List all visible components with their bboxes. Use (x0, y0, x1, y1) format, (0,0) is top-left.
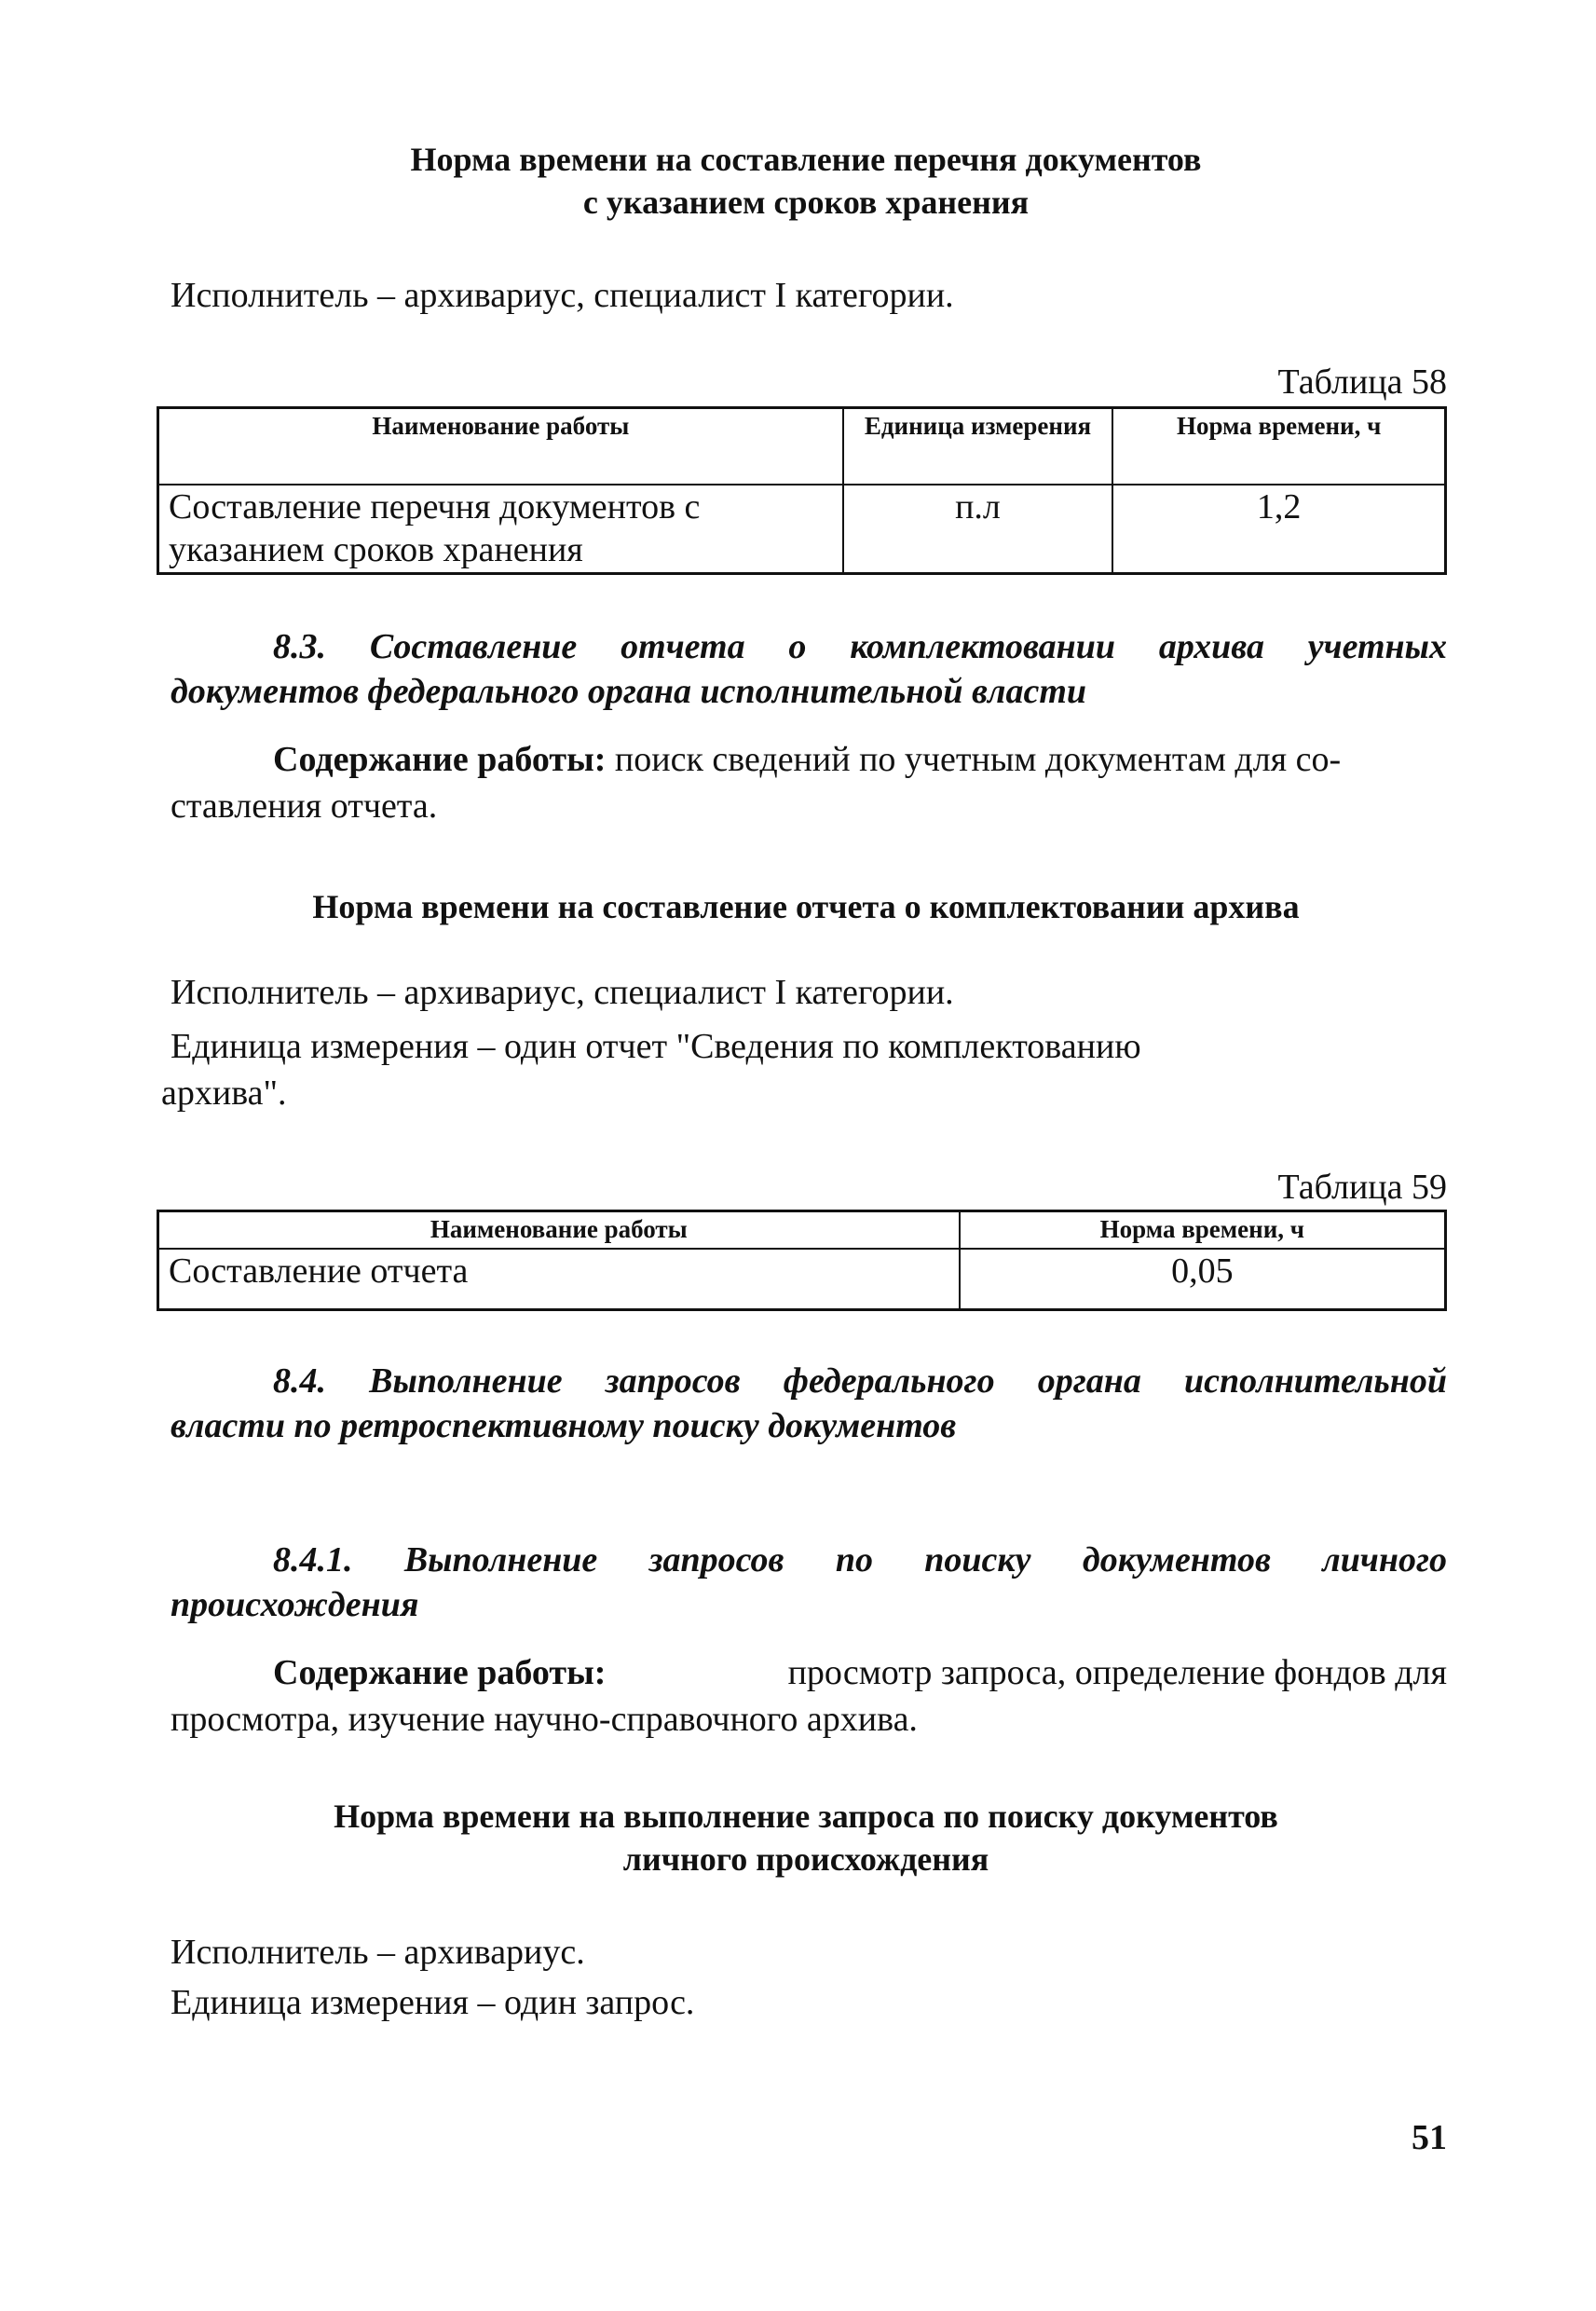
section-title-line: документов федерального органа исполнительной власти (171, 672, 1087, 711)
executor-line: Исполнитель – архивариус. (171, 1933, 585, 1972)
section-word: 8.3. (273, 627, 326, 666)
section-word: федерального (783, 1361, 995, 1401)
section-word: исполнительной (1184, 1361, 1447, 1401)
section-word: учетных (1307, 627, 1447, 666)
table-cell-unit: п.л (843, 485, 1113, 574)
content-text: поиск сведений по учетным документам для со- (606, 740, 1342, 779)
section-word: документов (1082, 1540, 1271, 1579)
content-text: просмотр запроса, определение фондов для (787, 1653, 1447, 1692)
section-word: о (788, 627, 807, 666)
heading-line: с указанием сроков хранения (582, 184, 1030, 221)
table-59 (157, 1210, 1447, 1311)
table-cell-name: Составление отчета (158, 1249, 960, 1310)
table-header-norm: Норма времени, ч (1112, 408, 1445, 485)
section-title-line (171, 1538, 1447, 1582)
section-word: по (835, 1540, 873, 1579)
table-row (158, 485, 1446, 574)
section-word: запросов (605, 1361, 741, 1401)
section-word: запросов (648, 1540, 784, 1579)
section-title-line: происхождения (171, 1585, 419, 1624)
section-word: архива (1158, 627, 1264, 666)
work-content-8-4-1 (171, 1649, 1447, 1743)
table-header-name: Наименование работы (158, 1211, 960, 1249)
heading-line: Норма времени на составление отчета о комплектовании архива (312, 888, 1300, 925)
cell-text-line: указанием сроков хранения (169, 529, 583, 569)
heading-norm-request (168, 1795, 1444, 1880)
table-caption: Таблица 58 (1277, 362, 1447, 402)
table-58 (157, 406, 1447, 575)
unit-text-line: Единица измерения – один отчет "Сведения по комплектованию (171, 1027, 1141, 1066)
work-content-8-3 (171, 736, 1447, 829)
table-cell-norm: 0,05 (960, 1249, 1446, 1310)
content-line (171, 1649, 1447, 1696)
table-cell-norm: 1,2 (1112, 485, 1445, 574)
section-8-4-1-title (171, 1538, 1447, 1627)
section-8-3-title (171, 624, 1447, 714)
table-cell-name (158, 485, 843, 574)
section-word: органа (1037, 1361, 1141, 1401)
heading-line: Норма времени на выполнение запроса по поиску документов (334, 1798, 1278, 1835)
section-title-line (171, 624, 1447, 669)
cell-text-line: Составление перечня документов с (169, 486, 701, 526)
section-title-line: власти по ретроспективному поиску документов (171, 1406, 957, 1445)
section-word: поиску (924, 1540, 1031, 1579)
content-line: ставления отчета. (171, 786, 438, 826)
unit-text-line: архива". (161, 1073, 287, 1113)
unit-line (161, 1023, 1447, 1116)
content-label: Содержание работы: (273, 1653, 607, 1692)
heading-norm-list-documents (168, 138, 1444, 224)
page-number: 51 (1412, 2118, 1447, 2157)
heading-line: Норма времени на составление перечня документов (410, 141, 1202, 178)
executor-line: Исполнитель – архивариус, специалист I категории. (171, 276, 954, 315)
heading-norm-report (168, 885, 1444, 928)
section-word: личного (1322, 1540, 1447, 1579)
table-header-unit: Единица измерения (843, 408, 1113, 485)
section-word: 8.4. (273, 1361, 326, 1401)
content-line: просмотра, изучение научно-справочного архива. (171, 1700, 918, 1739)
content-line (171, 736, 1447, 783)
section-8-4-title (171, 1359, 1447, 1448)
executor-line: Исполнитель – архивариус, специалист I категории. (171, 973, 954, 1012)
section-word: Выполнение (369, 1361, 563, 1401)
content-label: Содержание работы: (273, 740, 607, 779)
table-header-name: Наименование работы (158, 408, 843, 485)
section-word: Составление (369, 627, 578, 666)
unit-line: Единица измерения – один запрос. (171, 1983, 695, 2022)
table-header-norm: Норма времени, ч (960, 1211, 1446, 1249)
section-title-line (171, 1359, 1447, 1403)
section-word: комплектовании (850, 627, 1116, 666)
section-word: 8.4.1. (273, 1540, 353, 1579)
section-word: Выполнение (403, 1540, 598, 1579)
table-row (158, 1249, 1446, 1310)
table-caption: Таблица 59 (1277, 1168, 1447, 1207)
section-word: отчета (621, 627, 745, 666)
heading-line: личного происхождения (622, 1840, 989, 1878)
